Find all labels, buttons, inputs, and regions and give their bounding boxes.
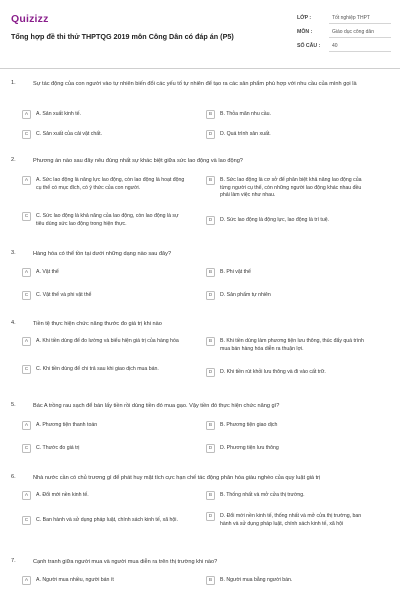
option-letter-badge: B bbox=[206, 110, 215, 119]
option-letter-badge: D bbox=[206, 444, 215, 453]
meta-value: Giáo dục công dân bbox=[329, 27, 391, 38]
option-text: D. Đổi mới nền kinh tế, thống nhất và mở cửa thị trường, ban hành và sử dụng pháp luật, chính sách kinh tế, xã hội bbox=[220, 513, 362, 527]
option-c[interactable] bbox=[22, 212, 186, 228]
worksheet-header bbox=[0, 0, 400, 68]
option-letter-badge: C bbox=[22, 516, 31, 525]
option-a[interactable] bbox=[22, 268, 186, 277]
option-c[interactable] bbox=[22, 516, 186, 525]
option-text: A. Sức lao động là năng lực lao động, còn lao động là hoạt động cụ thể có mục đích, có ý thức của con người. bbox=[36, 177, 185, 191]
option-letter-badge: C bbox=[22, 291, 31, 300]
option-letter-badge: B bbox=[206, 576, 215, 585]
option-text: D. Sản phẩm tự nhiên bbox=[220, 292, 271, 298]
option-text: B. Phi vật thể bbox=[220, 269, 251, 275]
option-text: C. Sản xuất của cải vật chất. bbox=[36, 131, 103, 137]
option-text: D. Quá trình sản xuất. bbox=[220, 131, 271, 137]
page-title: Tổng hợp đề thi thử THPTQG 2019 môn Công Dân có đáp án (P5) bbox=[11, 32, 234, 41]
question-number: 4. bbox=[11, 320, 16, 326]
option-letter-badge: A bbox=[22, 337, 31, 346]
question-text: Phương án nào sau đây nêu đúng nhất sự khác biệt giữa sức lao động và lao động? bbox=[33, 158, 243, 164]
option-letter-badge: B bbox=[206, 421, 215, 430]
question-number: 7. bbox=[11, 558, 16, 564]
option-d[interactable] bbox=[206, 291, 370, 300]
option-a[interactable] bbox=[22, 576, 186, 585]
option-text: B. Phương tiện giao dịch bbox=[220, 422, 278, 428]
option-text: A. Sản xuất kinh tế. bbox=[36, 111, 81, 117]
option-text: C. Khi tiền dùng để chi trả sau khi giao dịch mua bán. bbox=[36, 366, 159, 372]
option-b[interactable] bbox=[206, 491, 370, 500]
question-number: 6. bbox=[11, 474, 16, 480]
option-letter-badge: D bbox=[206, 291, 215, 300]
option-text: A. Khi tiền dùng để đo lường và biểu hiện giá trị của hàng hóa bbox=[36, 338, 179, 344]
option-text: B. Thống nhất và mở cửa thị trường. bbox=[220, 492, 305, 498]
option-letter-badge: A bbox=[22, 268, 31, 277]
option-letter-badge: A bbox=[22, 491, 31, 500]
option-letter-badge: C bbox=[22, 212, 31, 221]
option-c[interactable] bbox=[22, 365, 186, 374]
option-letter-badge: B bbox=[206, 268, 215, 277]
option-text: B. Thỏa mãn nhu cầu. bbox=[220, 111, 271, 117]
question-text: Nhà nước cần có chủ trương gì để phát huy mặt tích cực hạn chế tác động phân hóa giàu nghèo của quy luật giá trị bbox=[33, 475, 321, 481]
option-d[interactable] bbox=[206, 368, 370, 377]
option-b[interactable] bbox=[206, 176, 370, 200]
option-d[interactable] bbox=[206, 512, 370, 528]
option-text: C. Thước đo giá trị bbox=[36, 445, 80, 451]
option-b[interactable] bbox=[206, 268, 370, 277]
option-letter-badge: D bbox=[206, 216, 215, 225]
question-number: 1. bbox=[11, 80, 16, 86]
meta-panel bbox=[291, 11, 391, 53]
option-a[interactable] bbox=[22, 110, 186, 119]
question-text: Bác A trồng rau sạch để bán lấy tiền rồi dùng tiền đó mua gạo. Vậy tiền đó thực hiện chức năng gì? bbox=[33, 403, 280, 409]
option-a[interactable] bbox=[22, 421, 186, 430]
option-c[interactable] bbox=[22, 291, 186, 300]
meta-row-count bbox=[291, 39, 391, 53]
meta-label: MÔN : bbox=[297, 28, 313, 35]
option-letter-badge: B bbox=[206, 337, 215, 346]
meta-row-class bbox=[291, 11, 391, 25]
question-number: 2. bbox=[11, 157, 16, 163]
question-number: 5. bbox=[11, 402, 16, 408]
option-d[interactable] bbox=[206, 130, 370, 139]
option-letter-badge: A bbox=[22, 176, 31, 185]
option-letter-badge: A bbox=[22, 576, 31, 585]
option-letter-badge: D bbox=[206, 368, 215, 377]
question-text: Sự tác động của con người vào tự nhiên biến đổi các yếu tố tự nhiên để tạo ra các sản phẩm phù hợp với nhu cầu của mình gọi là bbox=[33, 81, 357, 87]
option-letter-badge: D bbox=[206, 130, 215, 139]
meta-row-subject bbox=[291, 25, 391, 39]
header-divider bbox=[0, 68, 400, 69]
option-letter-badge: D bbox=[206, 512, 215, 521]
meta-label: SỐ CÂU : bbox=[297, 42, 321, 49]
option-b[interactable] bbox=[206, 337, 370, 353]
option-text: B. Sức lao động là cơ sở để phân biệt khả năng lao động của từng người cụ thể, còn những người lao động khác nhau đều phải làm việc như nhau. bbox=[220, 177, 362, 199]
option-letter-badge: B bbox=[206, 176, 215, 185]
option-letter-badge: C bbox=[22, 365, 31, 374]
option-c[interactable] bbox=[22, 130, 186, 139]
meta-value: 40 bbox=[329, 41, 391, 52]
option-b[interactable] bbox=[206, 110, 370, 119]
option-text: A. Vật thể bbox=[36, 269, 59, 275]
option-a[interactable] bbox=[22, 491, 186, 500]
option-letter-badge: A bbox=[22, 421, 31, 430]
meta-value: Tốt nghiệp THPT bbox=[329, 13, 391, 24]
option-text: C. Sức lao động là khả năng của lao động, còn lao động là sự tiêu dùng sức lao động trong hiện thực. bbox=[36, 213, 179, 227]
option-text: D. Khi tiền rút khỏi lưu thông và đi vào cất trữ. bbox=[220, 369, 326, 375]
option-text: D. Sức lao động là động lực, lao động là trí tuệ. bbox=[220, 217, 330, 223]
option-letter-badge: C bbox=[22, 444, 31, 453]
option-letter-badge: B bbox=[206, 491, 215, 500]
question-text: Hàng hóa có thể tồn tại dưới những dạng nào sau đây? bbox=[33, 251, 172, 257]
option-text: C. Vật thể và phi vật thể bbox=[36, 292, 92, 298]
option-text: A. Người mua nhiều, người bán ít bbox=[36, 577, 114, 583]
question-number: 3. bbox=[11, 250, 16, 256]
option-text: B. Người mua bằng người bán. bbox=[220, 577, 293, 583]
option-letter-badge: C bbox=[22, 130, 31, 139]
meta-label: LỚP : bbox=[297, 14, 312, 21]
option-text: A. Phương tiện thanh toán bbox=[36, 422, 98, 428]
option-letter-badge: A bbox=[22, 110, 31, 119]
option-text: C. Ban hành và sử dụng pháp luật, chính sách kinh tế, xã hội. bbox=[36, 517, 178, 523]
option-c[interactable] bbox=[22, 444, 186, 453]
question-text: Cạnh tranh giữa người mua và người mua diễn ra trên thị trường khi nào? bbox=[33, 559, 218, 565]
option-b[interactable] bbox=[206, 576, 370, 585]
option-b[interactable] bbox=[206, 421, 370, 430]
option-a[interactable] bbox=[22, 337, 186, 346]
option-text: B. Khi tiền dùng làm phương tiện lưu thông, thúc đẩy quá trình mua bán hàng hóa diễn ra thuận lợi. bbox=[220, 338, 364, 352]
option-d[interactable] bbox=[206, 444, 370, 453]
quizizz-logo: Quizizz bbox=[11, 13, 49, 25]
option-text: D. Phương tiện lưu thông bbox=[220, 445, 279, 451]
option-d[interactable] bbox=[206, 216, 370, 225]
question-text: Tiền tệ thực hiện chức năng thước đo giá trị khi nào bbox=[33, 321, 162, 327]
option-a[interactable] bbox=[22, 176, 186, 192]
option-text: A. Đổi mới nền kinh tế. bbox=[36, 492, 89, 498]
